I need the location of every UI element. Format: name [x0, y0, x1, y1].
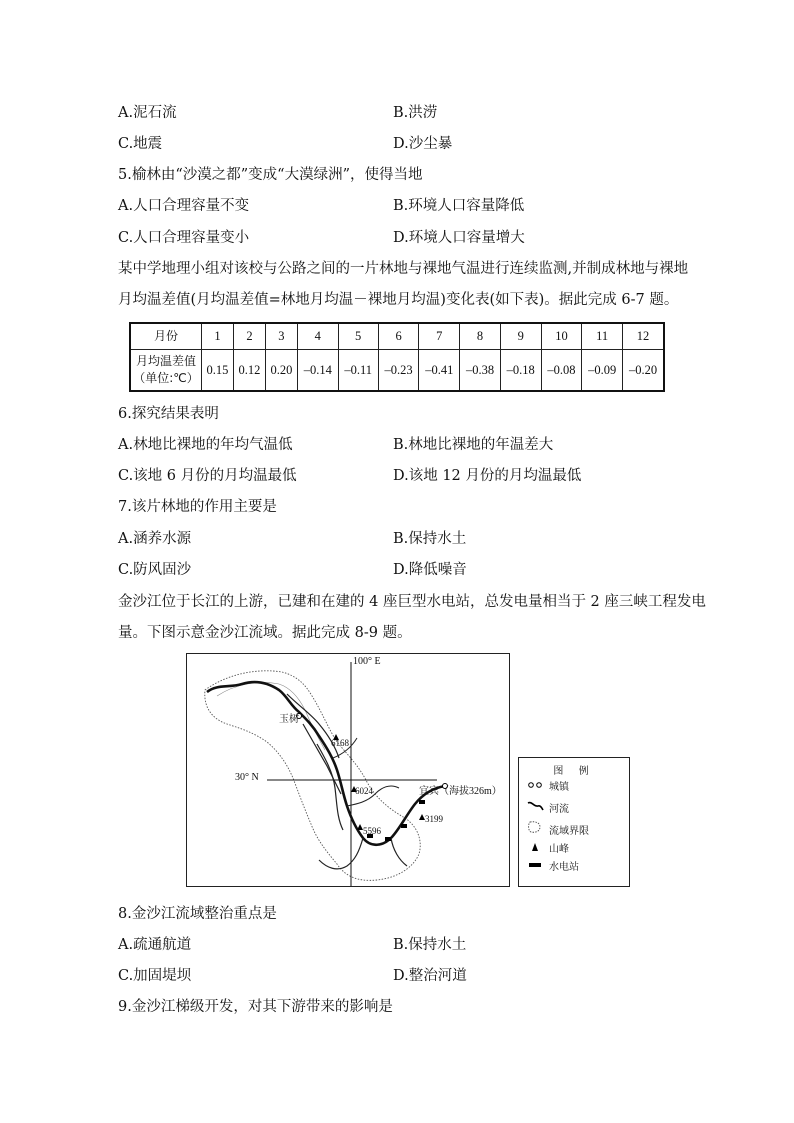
q6-stem: 6.探究结果表明 — [118, 406, 219, 422]
q6-option-d: D.该地 12 月份的月均温最低 — [393, 468, 582, 484]
month-cell: 2 — [233, 323, 265, 350]
q8-option-b: B.保持水土 — [393, 937, 467, 953]
q7-option-d: D.降低噪音 — [393, 562, 467, 578]
q8-option-a: A.疏通航道 — [118, 937, 192, 953]
month-cell: 1 — [202, 323, 234, 350]
tributary — [319, 838, 363, 869]
q8-option-d: D.整治河道 — [393, 968, 467, 984]
legend-item-hydropower — [525, 860, 579, 876]
hydropower-icon — [525, 860, 545, 876]
month-cell: 3 — [265, 323, 297, 350]
legend-item-boundary — [525, 820, 589, 836]
longitude-label: 100° E — [353, 656, 381, 667]
q9-stem: 9.金沙江梯级开发，对其下游带来的影响是 — [118, 999, 393, 1015]
q5-option-d: D.环境人口容量增大 — [393, 230, 525, 246]
tributary — [303, 724, 341, 794]
legend-item-peak — [525, 840, 569, 856]
value-cell: –0.18 — [500, 350, 541, 392]
q6-option-b: B.林地比裸地的年温差大 — [393, 437, 554, 453]
value-header-line1: 月均温差值 — [135, 354, 196, 368]
month-header: 月份 — [130, 323, 202, 350]
value-cell: –0.14 — [297, 350, 338, 392]
river-icon — [525, 800, 545, 818]
legend-label: 河流 — [549, 804, 569, 815]
month-cell: 7 — [419, 323, 460, 350]
latitude-label: 30° N — [235, 772, 259, 783]
month-cell: 5 — [338, 323, 378, 350]
table-row-values — [130, 350, 664, 392]
q8-option-c: C.加固堤坝 — [118, 968, 192, 984]
month-cell: 12 — [623, 323, 664, 350]
boundary-icon — [525, 820, 545, 840]
q7-stem: 7.该片林地的作用主要是 — [118, 499, 277, 515]
temperature-difference-table — [129, 322, 665, 392]
value-cell: –0.20 — [623, 350, 664, 392]
value-cell: –0.38 — [460, 350, 501, 392]
legend-label: 流域界限 — [549, 826, 589, 837]
q5-option-c: C.人口合理容量变小 — [118, 230, 250, 246]
legend-label: 水电站 — [549, 862, 579, 873]
jinsha-river-basin-map — [186, 653, 510, 887]
q6-option-c: C.该地 6 月份的月均温最低 — [118, 468, 297, 484]
value-cell: –0.41 — [419, 350, 460, 392]
value-header — [130, 350, 202, 392]
q5-option-b: B.环境人口容量降低 — [393, 198, 525, 214]
basin-boundary-inner — [217, 683, 325, 751]
peak-6168-label: 6168 — [331, 738, 349, 748]
legend-label: 城镇 — [549, 782, 569, 793]
value-header-line2: （单位:℃） — [133, 371, 199, 385]
month-cell: 8 — [460, 323, 501, 350]
tributary — [391, 838, 407, 866]
q8-stem: 8.金沙江流域整治重点是 — [118, 906, 277, 922]
value-cell: –0.23 — [378, 350, 419, 392]
peak-3199-label: 3199 — [425, 814, 443, 824]
town-icon — [525, 780, 545, 796]
intro-8-9-line2: 量。下图示意金沙江流域。据此完成 8-9 题。 — [118, 625, 412, 641]
peak-6024-label: 6024 — [355, 786, 373, 796]
map-drawing — [187, 654, 510, 887]
q7-option-a: A.涵养水源 — [118, 531, 192, 547]
hydropower-station — [419, 800, 425, 804]
city-yibin-label: 宜宾（海拔326m） — [419, 786, 502, 797]
city-yushu-label: 玉树 — [279, 714, 299, 725]
value-cell: 0.15 — [202, 350, 234, 392]
month-cell: 6 — [378, 323, 419, 350]
value-cell: –0.08 — [541, 350, 582, 392]
q7-option-c: C.防风固沙 — [118, 562, 192, 578]
q4-option-a: A.泥石流 — [118, 105, 177, 121]
hydropower-station — [385, 837, 391, 841]
month-cell: 9 — [500, 323, 541, 350]
hydropower-station — [401, 824, 407, 828]
intro-8-9-line1: 金沙江位于长江的上游，已建和在建的 4 座巨型水电站，总发电量相当于 2 座三峡工程发电 — [118, 594, 706, 610]
legend-item-river — [525, 800, 569, 816]
value-cell: –0.11 — [338, 350, 378, 392]
peak-5596-label: 5596 — [363, 826, 381, 836]
q4-option-d: D.沙尘暴 — [393, 136, 453, 152]
q4-option-c: C.地震 — [118, 136, 163, 152]
intro-6-7-line2: 月均温差值(月均温差值=林地月均温－裸地月均温)变化表(如下表)。据此完成 6-7 题。 — [118, 292, 679, 308]
peak-icon — [525, 840, 545, 858]
legend-label: 山峰 — [549, 844, 569, 855]
q6-option-a: A.林地比裸地的年均气温低 — [118, 437, 293, 453]
value-cell: –0.09 — [582, 350, 623, 392]
table-row-months — [130, 323, 664, 350]
q5-option-a: A.人口合理容量不变 — [118, 198, 250, 214]
value-cell: 0.20 — [265, 350, 297, 392]
intro-6-7-line1: 某中学地理小组对该校与公路之间的一片林地与裸地气温进行连续监测,并制成林地与裸地 — [118, 261, 689, 277]
map-legend — [518, 757, 630, 887]
legend-item-town — [525, 780, 569, 796]
q7-option-b: B.保持水土 — [393, 531, 467, 547]
month-cell: 4 — [297, 323, 338, 350]
legend-title: 图 例 — [553, 766, 595, 777]
q4-option-b: B.洪涝 — [393, 105, 438, 121]
month-cell: 11 — [582, 323, 623, 350]
q5-stem: 5.榆林由“沙漠之都”变成“大漠绿洲”，使得当地 — [118, 167, 423, 183]
value-cell: 0.12 — [233, 350, 265, 392]
month-cell: 10 — [541, 323, 582, 350]
